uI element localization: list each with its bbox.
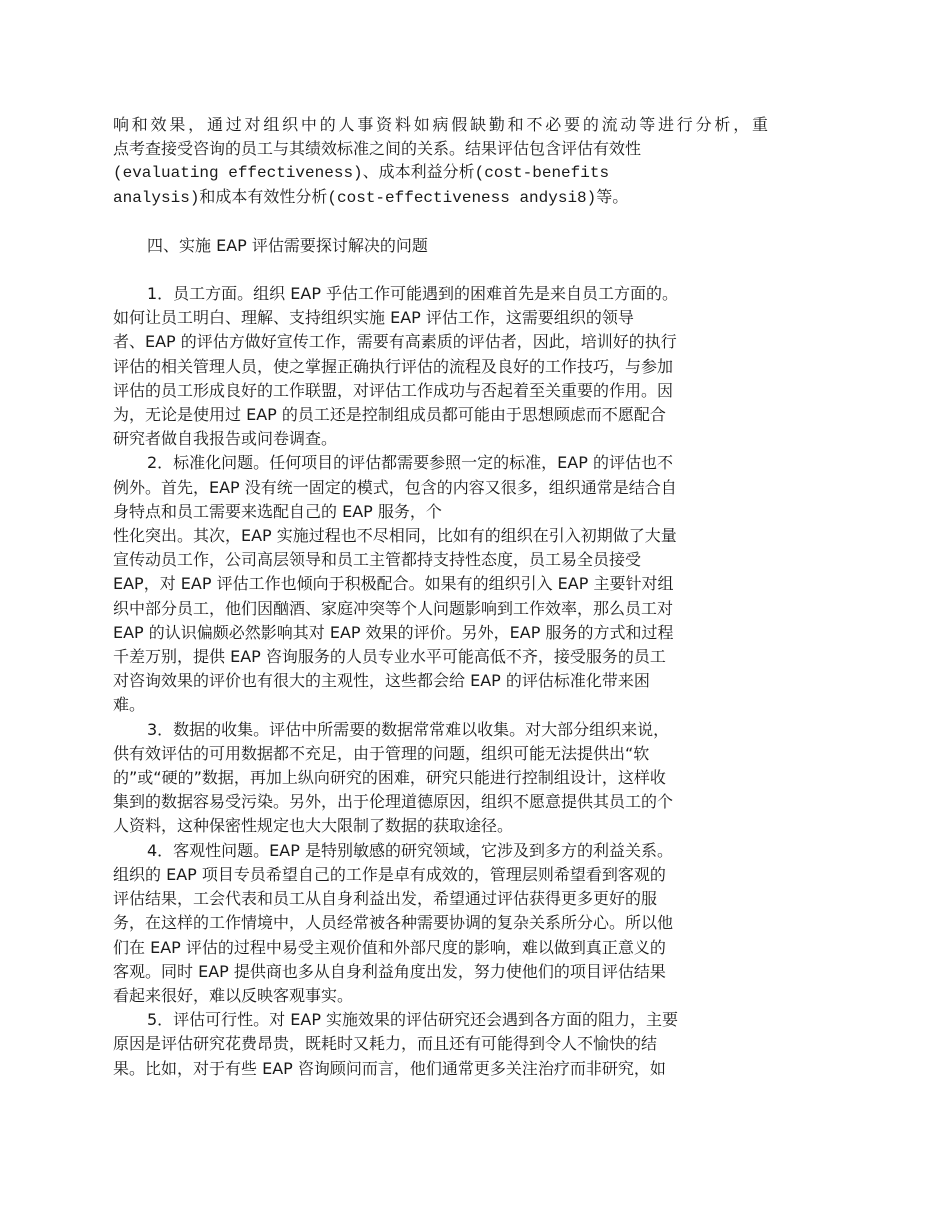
- text-line: 1．员工方面。组织 EAP 乎估工作可能遇到的困难首先是来自员工方面的。: [147, 284, 679, 304]
- text-line: 评估结果，工会代表和员工从自身利益出发，希望通过评估获得更多更好的服: [113, 889, 658, 909]
- text-line: 果。比如，对于有些 EAP 咨询顾问而言，他们通常更多关注治疗而非研究，如: [113, 1058, 666, 1078]
- text-line: 研究者做自我报告或问卷调查。: [113, 429, 338, 449]
- text-line: 对咨询效果的评价也有很大的主观性，这些都会给 EAP 的评估标准化带来困: [113, 671, 650, 691]
- text-line: (evaluating effectiveness)、成本利益分析(cost-benefits: [113, 164, 610, 183]
- text-line: 原因是评估研究花费昂贵，既耗时又耗力，而且还有可能得到令人不愉快的结: [113, 1034, 658, 1054]
- text-line: 千差万别，提供 EAP 咨询服务的人员专业水平可能高低不齐，接受服务的员工: [113, 647, 666, 667]
- text-line: 如何让员工明白、理解、支持组织实施 EAP 评估工作，这需要组织的领导: [113, 308, 634, 328]
- text-line: 身特点和员工需要来选配自己的 EAP 服务，个: [113, 501, 442, 521]
- section-heading: 四、实施 EAP 评估需要探讨解决的问题: [147, 235, 428, 255]
- text-line: 务，在这样的工作情境中，人员经常被各种需要协调的复杂关系所分心。所以他: [113, 913, 674, 933]
- paragraph-data-collection: [113, 718, 768, 839]
- text-line: 2．标准化问题。任何项目的评估都需要参照一定的标准，EAP 的评估也不: [147, 453, 673, 473]
- text-line: 为，无论是使用过 EAP 的员工还是控制组成员都可能由于思想顾虑而不愿配合: [113, 405, 666, 425]
- document-page: [113, 113, 768, 1081]
- text-line: 点考查接受咨询的员工与其绩效标准之间的关系。结果评估包含评估有效性: [113, 139, 642, 159]
- text-line: 5．评估可行性。对 EAP 实施效果的评估研究还会遇到各方面的阻力，主要: [147, 1010, 679, 1030]
- text-line: 4．客观性问题。EAP 是特别敏感的研究领域，它涉及到多方的利益关系。: [147, 840, 673, 860]
- text-line: 者、EAP 的评估方做好宣传工作，需要有高素质的评估者，因此，培训好的执行: [113, 332, 677, 352]
- text-line: 响和效果，通过对组织中的人事资料如病假缺勤和不必要的流动等进行分析，重: [113, 115, 768, 134]
- text-line: 难。: [113, 695, 146, 715]
- text-line: 性化突出。其次，EAP 实施过程也不尽相同，比如有的组织在引入初期做了大量: [113, 526, 677, 546]
- text-line: EAP 的认识偏颇必然影响其对 EAP 效果的评价。另外，EAP 服务的方式和过程: [113, 622, 674, 642]
- text-line: 评估的员工形成良好的工作联盟，对评估工作成功与否起着至关重要的作用。因: [113, 380, 674, 400]
- text-line: 织中部分员工，他们因酗酒、家庭冲突等个人问题影响到工作效率，那么员工对: [113, 598, 674, 618]
- text-line: 集到的数据容易受污染。另外，出于伦理道德原因，组织不愿意提供其员工的个: [113, 792, 674, 812]
- paragraph-employee: [113, 282, 768, 451]
- text-line: 人资料，这种保密性规定也大大限制了数据的获取途径。: [113, 816, 514, 836]
- text-line: EAP，对 EAP 评估工作也倾向于积极配合。如果有的组织引入 EAP 主要针对组: [113, 574, 674, 594]
- text-line: 供有效评估的可用数据都不充足，由于管理的问题，组织可能无法提供出“软: [113, 743, 650, 763]
- text-line: 例外。首先，EAP 没有统一固定的模式，包含的内容又很多，组织通常是结合自: [113, 477, 677, 497]
- text-line: 宣传动员工作，公司高层领导和员工主管都持支持性态度，员工易全员接受: [113, 550, 642, 570]
- paragraph-standardization: [113, 451, 768, 717]
- text-line: 评估的相关管理人员，使之掌握正确执行评估的流程及良好的工作技巧，与参加: [113, 356, 674, 376]
- text-line: 3．数据的收集。评估中所需要的数据常常难以收集。对大部分组织来说，: [147, 719, 670, 739]
- text-line: 客观。同时 EAP 提供商也多从自身利益角度出发，努力使他们的项目评估结果: [113, 961, 666, 981]
- text-line: 的”或“硬的”数据，再加上纵向研究的困难，研究只能进行控制组设计，这样收: [113, 768, 666, 788]
- text-line: analysis)和成本有效性分析(cost-effectiveness andysi8)等。: [113, 188, 629, 207]
- text-line: 们在 EAP 评估的过程中易受主观价值和外部尺度的影响，难以做到真正意义的: [113, 937, 666, 957]
- paragraph-objectivity: [113, 839, 768, 1008]
- text-line: 看起来很好，难以反映客观事实。: [113, 985, 354, 1005]
- paragraph-feasibility: [113, 1008, 768, 1081]
- text-line: 组织的 EAP 项目专员希望自己的工作是卓有成效的，管理层则希望看到客观的: [113, 864, 666, 884]
- intro-paragraph: [113, 113, 768, 210]
